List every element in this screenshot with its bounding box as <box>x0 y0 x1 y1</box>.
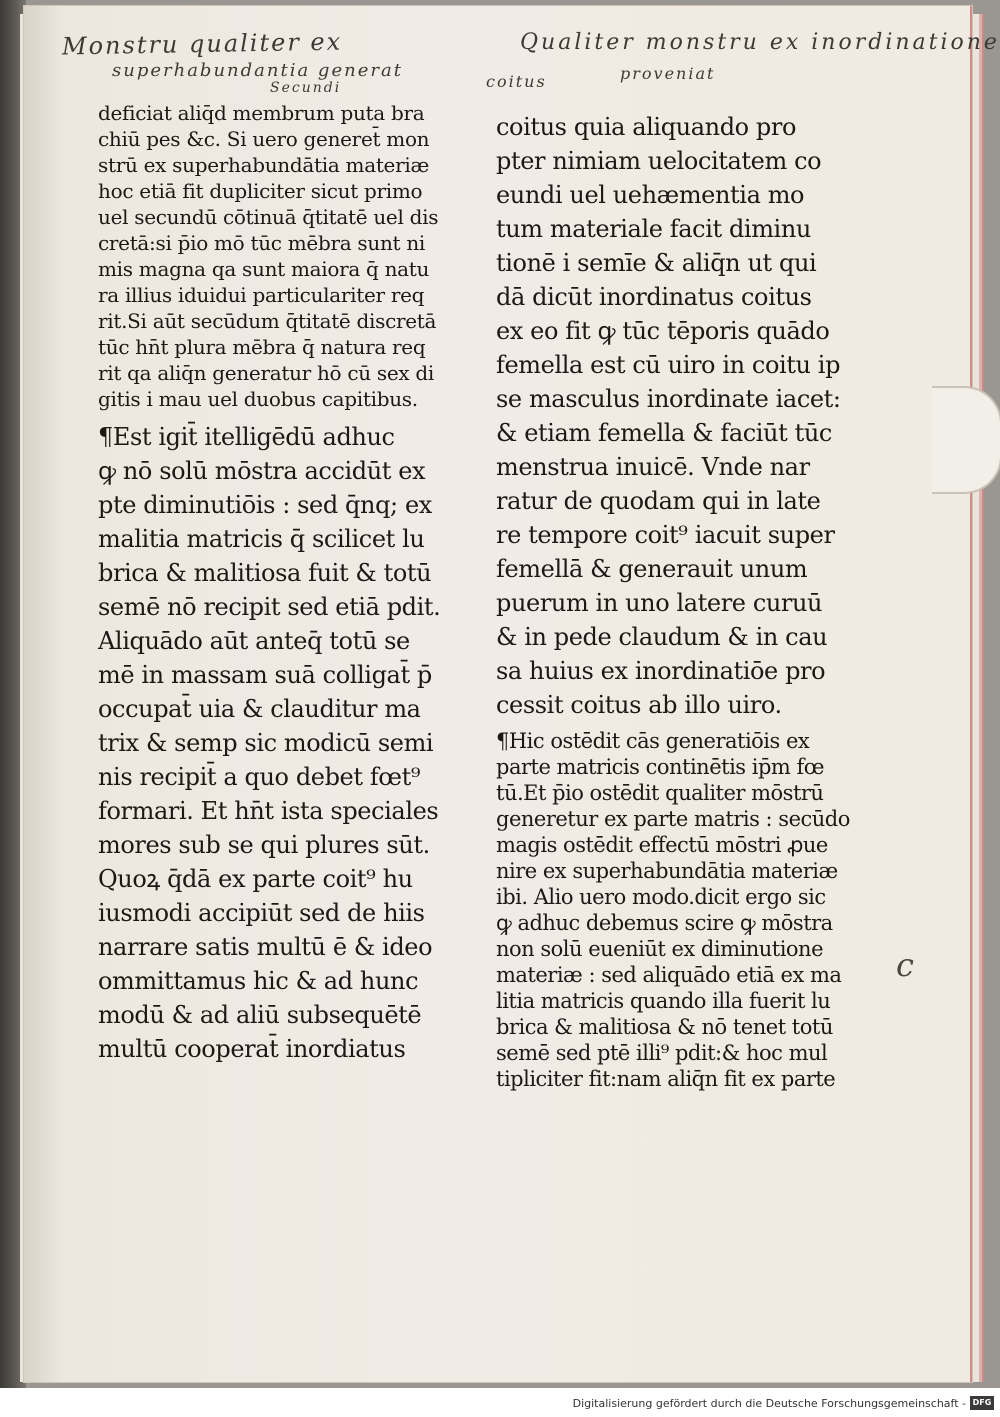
left-commentary-block <box>98 100 478 412</box>
text-line: modū & ad aliū subsequētē <box>98 1001 422 1029</box>
text-line: & etiam femella & faciūt tūc <box>496 419 832 447</box>
text-line: rit.Si aūt secūdum q̄titatē discretā <box>98 309 437 333</box>
right-text-column <box>496 110 868 1092</box>
text-line: magis ostēdit effectū mōstri ꝓue <box>496 833 828 857</box>
text-line: tūc hn̄t plura mēbra q̄ natura req <box>98 335 426 359</box>
text-line: femellā & generauit unum <box>496 555 808 583</box>
text-line: tū.Et p̄io ostēdit qualiter mōstrū <box>496 781 824 805</box>
text-line: femella est cū uiro in coitu ip <box>496 351 841 379</box>
text-line: ommittamus hic & ad hunc <box>98 967 419 995</box>
text-line: brica & malitiosa fuit & totū <box>98 559 432 587</box>
text-line: coitus quia aliquando pro <box>496 113 797 141</box>
text-line: chiū pes &c. Si uero generet̄ mon <box>98 127 430 151</box>
text-line: cretā:si p̄io mō tūc mēbra sunt ni <box>98 231 425 255</box>
text-line: malitia matricis q̄ scilicet lu <box>98 525 425 553</box>
text-line: brica & malitiosa & nō tenet totū <box>496 1015 833 1039</box>
margin-note-left-3: Secundi <box>270 80 342 96</box>
text-line: Quoꝝ q̄dā ex parte coit⁹ hu <box>98 865 413 893</box>
text-line: uel secundū cōtinuā q̄titatē uel dis <box>98 205 439 229</box>
left-main-text-block <box>98 420 478 1066</box>
text-line: generetur ex parte matris : secūdo <box>496 807 850 831</box>
text-line: litia matricis quando illa fuerit lu <box>496 989 831 1013</box>
text-line: dā dicūt inordinatus coitus <box>496 283 812 311</box>
text-line: gitis i mau uel duobus capitibus. <box>98 387 418 411</box>
dfg-logo-icon: DFG <box>970 1396 994 1410</box>
footer-credit: Digitalisierung gefördert durch die Deutsche Forschungsgemeinschaft - <box>572 1397 966 1410</box>
footer-bar <box>0 1388 1000 1417</box>
margin-note-left-1: Monstru qualiter ex <box>61 27 343 61</box>
text-line: strū ex superhabundātia materiæ <box>98 153 429 177</box>
text-line: ibi. Alio uero modo.dicit ergo sic <box>496 885 826 909</box>
text-line: puerum in uno latere curuū <box>496 589 823 617</box>
text-line: re tempore coit⁹ iacuit super <box>496 521 835 549</box>
margin-note-right-2: coitus <box>486 72 547 91</box>
text-line: eundi uel uehæmentia mo <box>496 181 805 209</box>
text-line: cessit coitus ab illo uiro. <box>496 691 782 719</box>
text-line: mē in massam suā colligat̄ p̄ <box>98 661 432 689</box>
text-line: ¶Hic ostēdit cās generatiōis ex <box>496 729 810 753</box>
text-line: non solū eueniūt ex diminutione <box>496 937 824 961</box>
text-line: ꝙ nō solū mōstra accidūt ex <box>98 457 426 485</box>
margin-note-right-3: proveniat <box>620 64 716 83</box>
text-line: occupat̄ uia & clauditur ma <box>98 695 421 723</box>
text-line: ¶Est igit̄ itelligēdū adhuc <box>98 423 395 451</box>
page-tab-marker <box>932 386 1000 494</box>
text-line: trix & semp sic modicū semi <box>98 729 434 757</box>
text-line: mis magna qa sunt maiora q̄ natu <box>98 257 430 281</box>
text-line: ex eo fit ꝙ tūc tēporis quādo <box>496 317 830 345</box>
text-line: tipliciter fit:nam aliq̄n fit ex parte <box>496 1067 836 1091</box>
text-line: materiæ : sed aliquādo etiā ex ma <box>496 963 842 987</box>
text-line: hoc etiā fit dupliciter sicut primo <box>98 179 423 203</box>
text-line: ra illius iduidui particulariter req <box>98 283 425 307</box>
text-line: nire ex superhabundātia materiæ <box>496 859 838 883</box>
text-line: rit qa aliq̄n generatur hō cū sex di <box>98 361 435 385</box>
right-main-text-block <box>496 110 868 722</box>
text-line: formari. Et hn̄t ista speciales <box>98 797 439 825</box>
text-line: multū cooperat̄ inordiatus <box>98 1035 406 1063</box>
text-line: & in pede claudum & in cau <box>496 623 828 651</box>
text-line: Aliquādo aūt anteq̄ totū se <box>98 627 410 655</box>
margin-note-left-2: superhabundantia generat <box>112 60 403 81</box>
margin-note-right-1: Qualiter monstru ex inordinatione <box>520 30 1000 55</box>
text-line: pte diminutiōis : sed q̄nq; ex <box>98 491 432 519</box>
text-line: deficiat aliq̄d membrum puta bra <box>98 101 425 125</box>
text-line: iusmodi accipiūt sed de hiis <box>98 899 425 927</box>
text-line: parte matricis continētis ip̄m fœ <box>496 755 825 779</box>
text-line: tionē i semīe & aliq̄n ut qui <box>496 249 817 277</box>
text-line: semē nō recipit sed etiā pdit. <box>98 593 441 621</box>
text-line: ꝙ adhuc debemus scire ꝙ mōstra <box>496 911 833 935</box>
left-text-column <box>98 100 478 1066</box>
text-line: mores sub se qui plures sūt. <box>98 831 430 859</box>
text-line: narrare satis multū ē & ideo <box>98 933 433 961</box>
text-line: ratur de quodam qui in late <box>496 487 821 515</box>
text-line: nis recipit̄ a quo debet fœt⁹ <box>98 763 421 791</box>
margin-side-mark: c <box>896 946 914 984</box>
right-commentary-block <box>496 728 868 1092</box>
text-line: menstrua inuicē. Vnde nar <box>496 453 810 481</box>
text-line: sa huius ex inordinatiōe pro <box>496 657 826 685</box>
text-line: semē sed ptē illi⁹ pdit:& hoc mul <box>496 1041 828 1065</box>
text-line: pter nimiam uelocitatem co <box>496 147 822 175</box>
text-line: tum materiale facit diminu <box>496 215 811 243</box>
text-line: se masculus inordinate iacet: <box>496 385 841 413</box>
